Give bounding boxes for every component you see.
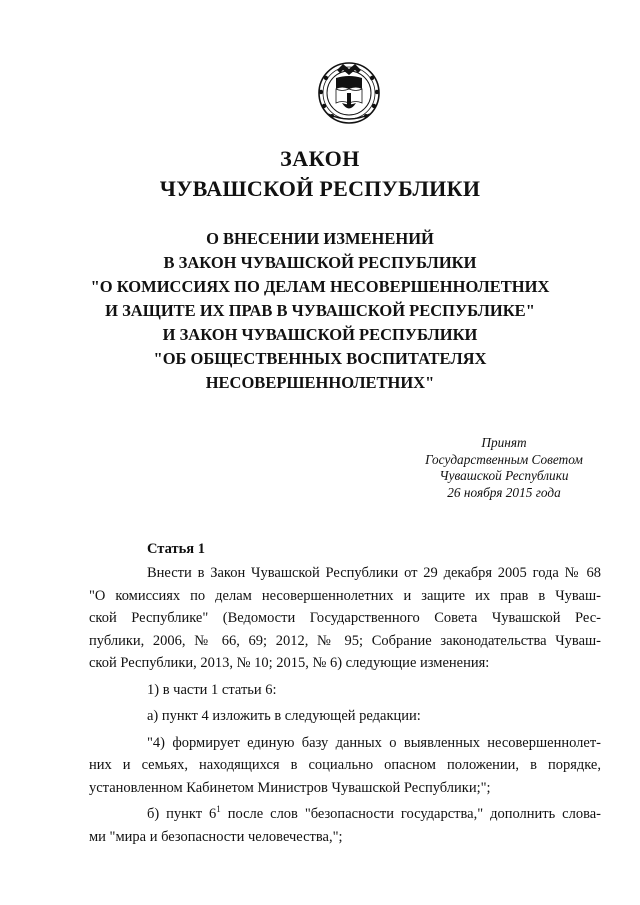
article-body [89,562,601,848]
subtitle-line: О ВНЕСЕНИИ ИЗМЕНЕНИЙ [206,229,434,248]
body-line: ской Республике" (Ведомости Государственного Совета Чувашской Рес- [89,610,601,626]
adoption-line: Чувашской Республики [439,468,569,483]
body-line: установленном Кабинетом Министров Чувашской Республики;"; [89,779,491,796]
adoption-line: Государственным Советом [425,451,583,467]
body-line: 1) в части 1 статьи 6: [147,681,277,698]
body-line: "4) формирует единую базу данных о выявленных несовершеннолет- [147,734,601,751]
body-line: Внести в Закон Чувашской Республики от 29 декабря 2005 года № 68 [147,565,601,581]
body-text-fragment: после слов "безопасности государства," дополнить слова- [227,806,602,822]
subtitle-line: "О КОМИССИЯХ ПО ДЕЛАМ НЕСОВЕРШЕННОЛЕТНИХ [90,277,550,296]
subtitle-line: В ЗАКОН ЧУВАШСКОЙ РЕСПУБЛИКИ [163,253,477,272]
subtitle-line: "ОБ ОБЩЕСТВЕННЫХ ВОСПИТАТЕЛЯХ [153,349,487,368]
subtitle-line: И ЗАЩИТЕ ИХ ПРАВ В ЧУВАШСКОЙ РЕСПУБЛИКЕ" [105,301,535,320]
adoption-note [380,435,628,501]
body-text-fragment: б) пункт 6 [147,806,217,822]
body-line-with-superscript [89,803,601,826]
body-line: публики, 2006, № 66, 69; 2012, № 95; Собрание законодательства Чуваш- [89,632,601,649]
adoption-date: 26 ноября 2015 года [447,484,561,500]
law-title: ЗАКОН [280,146,360,171]
subtitle-line: И ЗАКОН ЧУВАШСКОЙ РЕСПУБЛИКИ [162,325,478,344]
body-line: них и семьях, находящихся в социально опасном положении, в порядке, [89,757,601,773]
body-line: "О комиссиях по делам несовершеннолетних и защите их прав в Чуваш- [89,587,601,604]
body-line: ской Республики, 2013, № 10; 2015, № 6) следующие изменения: [89,655,490,671]
superscript-number: 1 [216,804,221,815]
body-line: а) пункт 4 изложить в следующей редакции: [147,708,421,724]
chuvash-emblem-icon [314,56,384,126]
article-heading: Статья 1 [147,541,205,557]
adoption-line: Принят [481,435,527,450]
subtitle-line: НЕСОВЕРШЕННОЛЕТНИХ" [205,373,435,392]
law-subtitle [0,227,640,395]
law-title-republic: ЧУВАШСКОЙ РЕСПУБЛИКИ [159,176,481,201]
body-line: ми "мира и безопасности человечества,"; [89,828,343,845]
